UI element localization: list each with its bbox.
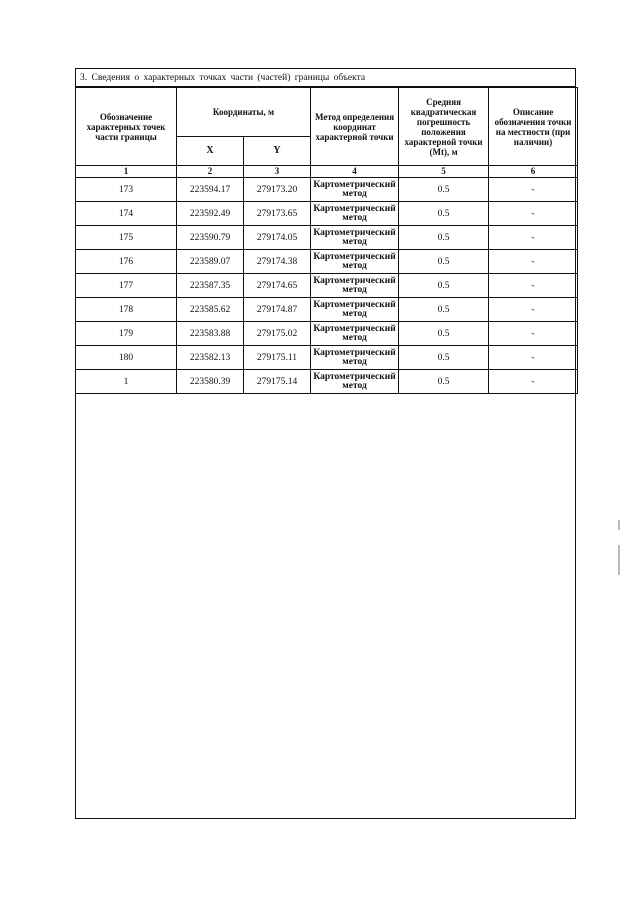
method: Картометрический метод: [311, 322, 399, 346]
table-row: [76, 298, 578, 322]
error: 0.5: [399, 298, 489, 322]
column-number: 1: [76, 166, 177, 178]
method: Картометрический метод: [311, 274, 399, 298]
boundary-points-table: [75, 87, 578, 394]
header-method: Метод определения координат характерной точки: [311, 88, 399, 166]
point-number: 1: [76, 370, 177, 394]
table-row: [76, 346, 578, 370]
error: 0.5: [399, 202, 489, 226]
coord-y: 279175.14: [244, 370, 311, 394]
table-row: [76, 322, 578, 346]
coord-y: 279175.02: [244, 322, 311, 346]
error: 0.5: [399, 250, 489, 274]
column-numbers-row: [76, 166, 578, 178]
column-number: 4: [311, 166, 399, 178]
header-point-designation: Обозначение характерных точек части границы: [76, 88, 177, 166]
coord-y: 279173.20: [244, 178, 311, 202]
coord-x: 223582.13: [177, 346, 244, 370]
method: Картометрический метод: [311, 298, 399, 322]
table-row: [76, 202, 578, 226]
description: -: [489, 274, 578, 298]
scan-artifact: [618, 520, 620, 530]
description: -: [489, 202, 578, 226]
column-number: 2: [177, 166, 244, 178]
description: -: [489, 322, 578, 346]
point-number: 177: [76, 274, 177, 298]
point-number: 179: [76, 322, 177, 346]
point-number: 174: [76, 202, 177, 226]
table-row: [76, 178, 578, 202]
column-number: 3: [244, 166, 311, 178]
description: -: [489, 346, 578, 370]
point-number: 180: [76, 346, 177, 370]
description: -: [489, 250, 578, 274]
coord-x: 223580.39: [177, 370, 244, 394]
coord-x: 223592.49: [177, 202, 244, 226]
method: Картометрический метод: [311, 370, 399, 394]
error: 0.5: [399, 322, 489, 346]
point-number: 178: [76, 298, 177, 322]
coord-x: 223589.07: [177, 250, 244, 274]
scan-artifact: [618, 545, 620, 575]
coord-y: 279174.38: [244, 250, 311, 274]
method: Картометрический метод: [311, 226, 399, 250]
description: -: [489, 226, 578, 250]
header-description: Описание обозначения точки на местности (при наличии): [489, 88, 578, 166]
header-x: X: [177, 137, 244, 166]
table-row: [76, 370, 578, 394]
description: -: [489, 178, 578, 202]
header-error: Средняя квадратическая погрешность положения характерной точки (Mt), м: [399, 88, 489, 166]
error: 0.5: [399, 178, 489, 202]
method: Картометрический метод: [311, 250, 399, 274]
coord-x: 223583.88: [177, 322, 244, 346]
error: 0.5: [399, 274, 489, 298]
coord-x: 223594.17: [177, 178, 244, 202]
table-row: [76, 274, 578, 298]
coord-y: 279174.87: [244, 298, 311, 322]
coord-y: 279175.11: [244, 346, 311, 370]
method: Картометрический метод: [311, 178, 399, 202]
header-coordinates: Координаты, м: [177, 88, 311, 137]
error: 0.5: [399, 346, 489, 370]
point-number: 175: [76, 226, 177, 250]
coord-x: 223590.79: [177, 226, 244, 250]
coord-y: 279173.65: [244, 202, 311, 226]
coord-x: 223585.62: [177, 298, 244, 322]
column-number: 5: [399, 166, 489, 178]
point-number: 173: [76, 178, 177, 202]
header-y: Y: [244, 137, 311, 166]
coord-x: 223587.35: [177, 274, 244, 298]
error: 0.5: [399, 370, 489, 394]
error: 0.5: [399, 226, 489, 250]
table-row: [76, 226, 578, 250]
point-number: 176: [76, 250, 177, 274]
coord-y: 279174.05: [244, 226, 311, 250]
column-number: 6: [489, 166, 578, 178]
table-row: [76, 250, 578, 274]
method: Картометрический метод: [311, 202, 399, 226]
document-frame: [75, 68, 576, 819]
description: -: [489, 370, 578, 394]
method: Картометрический метод: [311, 346, 399, 370]
description: -: [489, 298, 578, 322]
coord-y: 279174.65: [244, 274, 311, 298]
section-title: 3. Сведения о характерных точках части (частей) границы объекта: [76, 69, 575, 87]
